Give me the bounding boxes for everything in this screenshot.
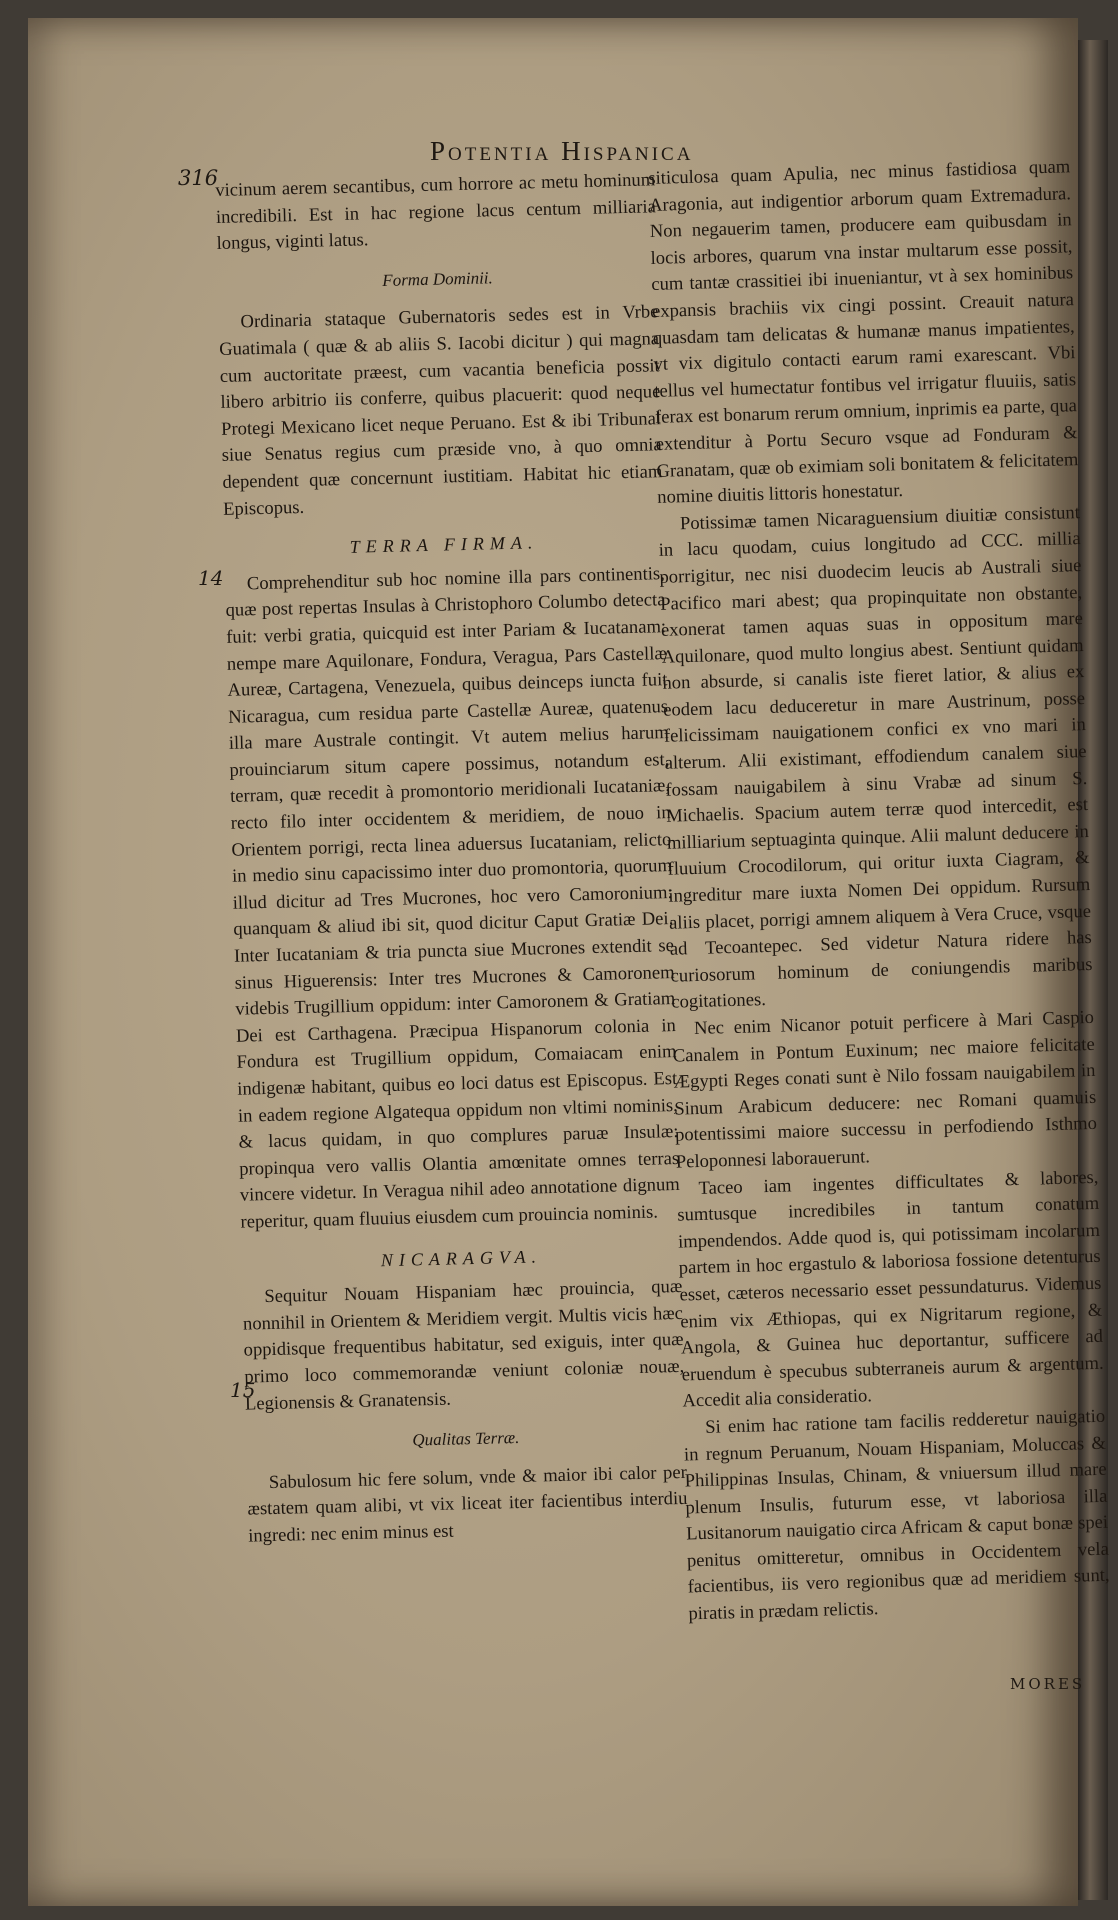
left-intro-paragraph: vicinum aerem secantibus, cum horrore ac metu hominum incredibili. Est in hac regione lacus centum milliaria longus, viginti latus. bbox=[215, 169, 657, 255]
right-paragraph-2: Potissimæ tamen Nicaraguensium diuitiæ consistunt in lacu quodam, cuius longitudo ad CCC. millia porrigitur, nec nisi duodecim leucis ab Australi siue Pacifico mari abest; qua propinquitate non obstante, exonerat tamen aquas suas in oppositum mare Aquilonare, quod multo longius abest. Sentiunt quidam non absurde, si canalis iste fieret latior, & alius ex eodem lacu deduceretur in mare Austrinum, posse felicissimam nauigationem confici ex vno mari in alterum. Alii existimant, effodiendum canalem siue fossam nauigabilem à sinu Vrabæ ad sinum S. Michaelis. Spacium autem terræ quod intercedit, est milliarium septuaginta quinque. Alii malunt deducere in fluuium Crocodilorum, qui oritur iuxta Ciagram, & ingreditur mare iuxta Nomen Dei oppidum. Rursum aliis placet, porrigi amnem aliquem à Vera Cruce, vsque ad Tecoantepec. Sed videtur Natura ridere has curiosorum hominum de coniungendis maribus cogitationes. bbox=[658, 501, 1093, 1014]
right-paragraph-1: siticulosa quam Apulia, nec minus fastidiosa quam Aragonia, aut indigentior arborum quam Extremadura. Non negauerim tamen, producere eam quibusdam in locis arbores, quarum vna instar multarum esse possit, cum tantæ crassitiei ibi inueniantur, vt à sex hominibus expansis brachiis vix cingi possint. Creauit natura quasdam tam delicatas & humanæ manus impatientes, vt vix digitulo contacti earum rami exarescant. Vbi tellus vel humectatur fontibus vel irrigatur fluuiis, satis ferax est bonarum rerum omnium, inprimis ea parte, qua extenditur à Portu Securo vsque ad Fonduram & Granatam, quæ ob eximiam soli bonitatem & felicitatem nomine diuitis littoris honestatur. bbox=[648, 156, 1079, 508]
qualitas-terrae-paragraph: Sabulosum hic fere solum, vnde & maior ibi calor per æstatem quam alibi, vt vix liceat iter facientibus interdiu ingredi: nec enim minus est bbox=[247, 1461, 688, 1547]
terra-firma-heading: TERRA FIRMA. bbox=[349, 532, 539, 557]
running-header: Potentia Hispanica bbox=[430, 136, 694, 166]
page-number: 316 bbox=[178, 166, 219, 190]
right-paragraph-4: Taceo iam ingentes difficultates & labores, sumtusque incredibiles in tantum conatum impendendos. Adde quod is, qui potissimam incolarum partem in hoc ergastulo & laboriosa fossione detenturus esset, cæteros necessario esset pessundaturus. Videmus enim vix Æthiopas, qui ex Nigritarum regione, & Angola, & Guinea huc deportantur, sufficere ad eruendum è specubus subterraneis aurum & argentum. Accedit alia consideratio. bbox=[677, 1166, 1104, 1412]
forma-dominii-heading: Forma Dominii. bbox=[382, 268, 493, 290]
right-column bbox=[648, 154, 1111, 1628]
right-paragraph-5: Si enim hac ratione tam facilis redderetur nauigatio in regnum Peruanum, Nouam Hispaniam, Moluccas & Philippinas Insulas, Chinam, & vniuersum illud mare plenum Insulis, futurum esse, vt laboriosa illa Lusitanorum nauigatio circa Africam & caput bonæ spei penitus omitteretur, omnibus in Occidentem vela facientibus, iis vero regionibus quæ ad meridiem sunt, piratis in prædam relictis. bbox=[683, 1405, 1110, 1625]
right-paragraph-3: Nec enim Nicanor potuit perficere à Mari Caspio Canalem in Pontum Euxinum; nec maiore felicitate Ægypti Reges conati sunt è Nilo fossam nauigabilem in Sinum Arabicum deducere: nec Romani quamuis potentissimi maiore successu in perfodiendo Isthmo Peloponnesi laborauerunt. bbox=[672, 1006, 1098, 1173]
left-column bbox=[215, 167, 688, 1550]
nicaragua-heading: NICARAGVA. bbox=[380, 1245, 543, 1270]
margin-number-15: 15 bbox=[230, 1378, 256, 1402]
qualitas-terrae-heading: Qualitas Terræ. bbox=[412, 1428, 520, 1450]
forma-dominii-paragraph: Ordinaria stataque Gubernatoris sedes est in Vrbe Guatimala ( quæ & ab aliis S. Iacobi dicitur ) qui magna cum auctoritate præest, cum vacantia beneficia possit libero arbitrio iis conferre, quibus placuerit: quod neque Protegi Mexicano licet neque Peruano. Est & ibi Tribunal siue Senatus regius cum præside vno, à quo omnia dependent quæ concernunt iustitiam. Habitat hic etiam Episcopus. bbox=[218, 301, 663, 520]
terra-firma-paragraph: Comprehenditur sub hoc nomine illa pars continentis, quæ post repertas Insulas à Christophoro Columbo detecta fuit: verbi gratia, quicquid est inter Pariam & Iucatanam: nempe mare Aquilonare, Fondura, Veragua, Pars Castellæ Aureæ, Cartagena, Venezuela, quibus deinceps iuncta fuit Nicaragua, cum residua parte Castellæ Aureæ, quatenus illa mare Australe contingit. Vt autem melius harum prouinciarum situm capere possimus, notandum est, terram, quæ recedit à promontorio meridionali Iucataniæ, recto filo inter occidentem & meridiem, de nouo in Orientem porrigi, recta linea aduersus Iucataniam, relicto in medio sinu capacissimo inter duo promontoria, quorum illud dicitur ad Tres Mucrones, hoc vero Camoronium: quanquam & aliud ibi sit, quod dicitur Caput Gratiæ Dei. Inter Iucataniam & tria puncta siue Mucrones extendit se sinus Higuerensis: Inter tres Mucrones & Camoronem videbis Trugillium oppidum: inter Camoronem & Gratiam Dei est Carthagena. Præcipua Hispanorum colonia in Fondura est Trugillium oppidum, Comaiacam enim indigenæ habitant, quibus eo loci datus est Episcopus. Est in eadem regione Algatequa oppidum non vltimi nominis, & lacus quidam, in quo complures paruæ Insulæ: propinqua vero vallis Olantia amœnitate omnes terras vincere videtur. In Veragua nihil adeo annotatione dignum reperitur, quam fluuius eiusdem cum prouincia nominis. bbox=[225, 562, 680, 1233]
margin-number-14: 14 bbox=[198, 566, 224, 590]
catchword: MORES bbox=[1010, 1675, 1086, 1693]
nicaragua-paragraph: Sequitur Nouam Hispaniam hæc prouincia, quæ nonnihil in Orientem & Meridiem vergit. Multis vicis hæc oppidisque frequentibus habitatur, sed exiguis, inter quæ primo loco commemorandæ veniunt coloniæ nouæ, Legionensis & Granatensis. bbox=[242, 1276, 685, 1415]
